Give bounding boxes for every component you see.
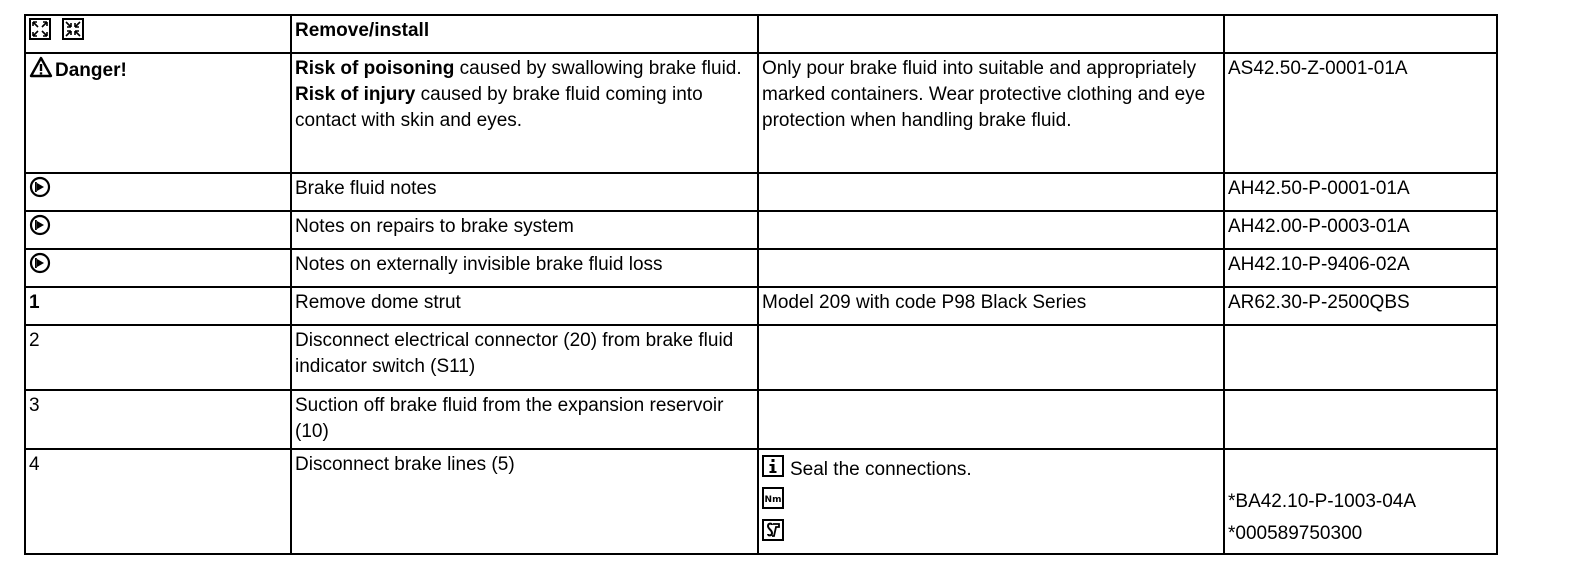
- risk-poisoning-text: caused by swallowing brake fluid.: [454, 58, 742, 79]
- step-text: Disconnect electrical connector (20) from brake fluid indicator switch (S11): [291, 325, 758, 390]
- tool-line: [762, 518, 1219, 550]
- step-row: [25, 325, 1497, 390]
- svg-text:Nm: Nm: [764, 495, 782, 505]
- info-note-text: Seal the connections.: [790, 459, 972, 480]
- info-note-line: [762, 454, 1219, 486]
- step-number: 2: [25, 325, 291, 390]
- risk-poisoning: Risk of poisoning: [295, 58, 455, 79]
- info-icon: [762, 455, 784, 485]
- header-row: [25, 15, 1497, 53]
- note-icon-cell: [25, 249, 291, 287]
- note-icon-cell: [25, 211, 291, 249]
- note-ref[interactable]: AH42.50-P-0001-01A: [1224, 173, 1497, 211]
- danger-row: [25, 53, 1497, 173]
- procedure-table: [24, 14, 1498, 555]
- step-row: [25, 287, 1497, 325]
- header-icons-cell: [25, 15, 291, 53]
- step-info: [758, 390, 1224, 449]
- step-info-cell: [758, 449, 1224, 554]
- note-ref[interactable]: AH42.10-P-9406-02A: [1224, 249, 1497, 287]
- header-title: Remove/install: [291, 15, 758, 53]
- header-empty-4: [1224, 15, 1497, 53]
- note-row: [25, 249, 1497, 287]
- step-ref-cell: [1224, 449, 1497, 554]
- torque-ref[interactable]: *BA42.10-P-1003-04A: [1228, 491, 1417, 512]
- step-info: Model 209 with code P98 Black Series: [758, 287, 1224, 325]
- notes-icon: [29, 214, 51, 244]
- note-empty: [758, 173, 1224, 211]
- step-text: Suction off brake fluid from the expansion reservoir (10): [291, 390, 758, 449]
- note-empty: [758, 211, 1224, 249]
- step-ref: [1224, 390, 1497, 449]
- step-number: 1: [25, 287, 291, 325]
- special-tool-icon: [762, 519, 784, 549]
- warning-triangle-icon: [29, 56, 53, 86]
- danger-label: Danger!: [55, 60, 127, 82]
- notes-icon: [29, 252, 51, 282]
- step-ref[interactable]: AR62.30-P-2500QBS: [1224, 287, 1497, 325]
- step-number: 3: [25, 390, 291, 449]
- ref-spacer: [1228, 454, 1492, 486]
- risk-injury: Risk of injury: [295, 84, 416, 105]
- note-text: Brake fluid notes: [291, 173, 758, 211]
- step-text: Disconnect brake lines (5): [291, 449, 758, 554]
- note-empty: [758, 249, 1224, 287]
- danger-measures: Only pour brake fluid into suitable and appropriately marked containers. Wear protective clothing and eye protection when handling brake fluid.: [758, 53, 1224, 173]
- torque-nm-icon: [762, 487, 784, 517]
- danger-risk-cell: [291, 53, 758, 173]
- danger-label-cell: [25, 53, 291, 173]
- collapse-icon[interactable]: [62, 18, 84, 48]
- header-empty-3: [758, 15, 1224, 53]
- note-row: [25, 211, 1497, 249]
- tool-ref[interactable]: *000589750300: [1228, 523, 1363, 544]
- step-row: [25, 449, 1497, 554]
- expand-icon[interactable]: [29, 18, 51, 48]
- step-text: Remove dome strut: [291, 287, 758, 325]
- torque-line: [762, 486, 1219, 518]
- note-ref[interactable]: AH42.00-P-0003-01A: [1224, 211, 1497, 249]
- step-ref: [1224, 325, 1497, 390]
- note-text: Notes on externally invisible brake fluid loss: [291, 249, 758, 287]
- note-text: Notes on repairs to brake system: [291, 211, 758, 249]
- note-icon-cell: [25, 173, 291, 211]
- risk-injury-text: caused by brake fluid coming into contact with skin and eyes.: [295, 84, 703, 131]
- notes-icon: [29, 176, 51, 206]
- step-row: [25, 390, 1497, 449]
- step-info: [758, 325, 1224, 390]
- step-number: 4: [25, 449, 291, 554]
- note-row: [25, 173, 1497, 211]
- danger-ref[interactable]: AS42.50-Z-0001-01A: [1224, 53, 1497, 173]
